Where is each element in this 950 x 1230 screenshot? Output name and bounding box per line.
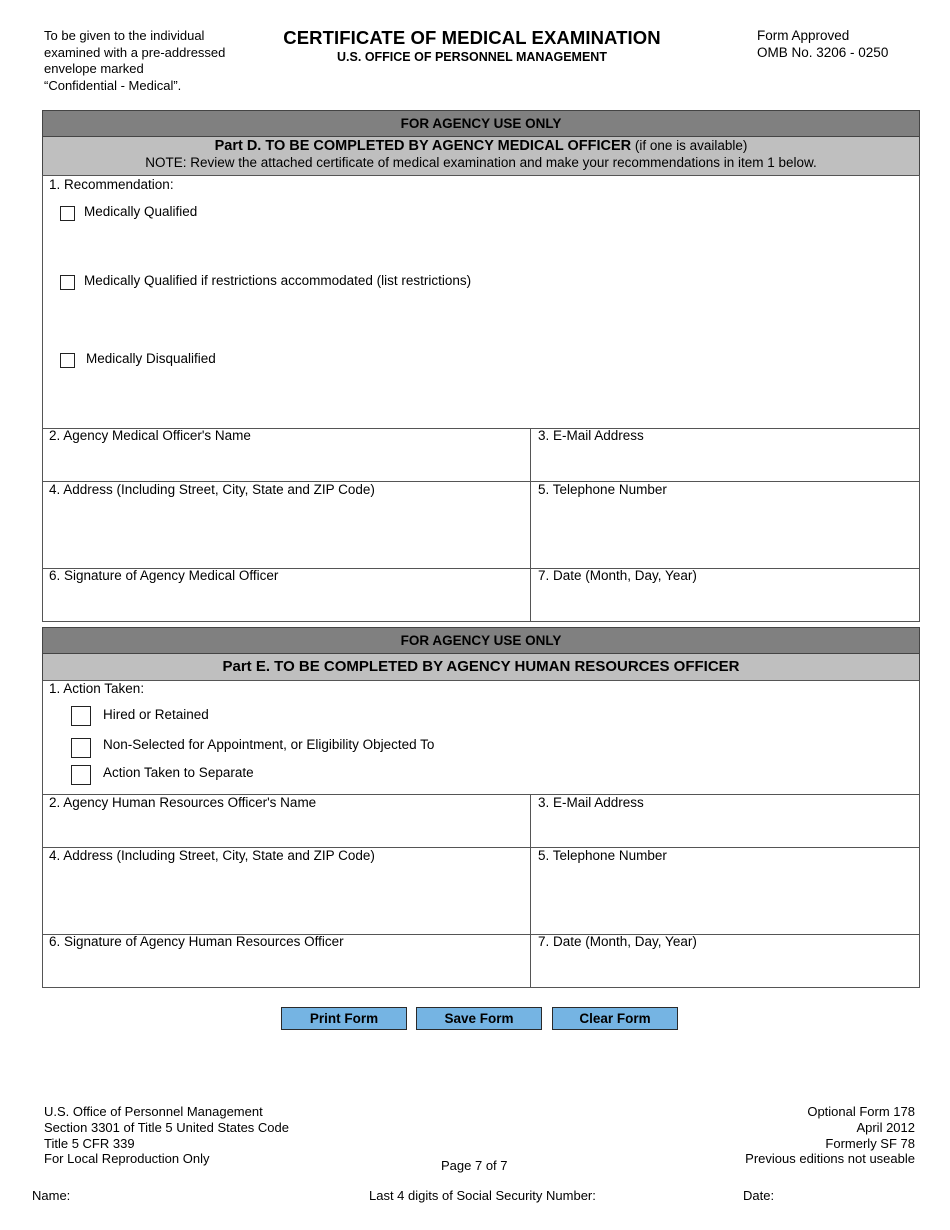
hr-officer-date-field[interactable]: 7. Date (Month, Day, Year) — [538, 934, 697, 949]
hr-officer-address-field[interactable]: 4. Address (Including Street, City, State and ZIP Code) — [49, 848, 375, 863]
medical-officer-signature-field[interactable]: 6. Signature of Agency Medical Officer — [49, 568, 279, 583]
hired-or-retained-checkbox[interactable] — [71, 706, 91, 726]
medical-officer-date-field[interactable]: 7. Date (Month, Day, Year) — [538, 568, 697, 583]
footer-name-label: Name: — [32, 1188, 71, 1203]
non-selected-checkbox[interactable] — [71, 738, 91, 758]
footer-form-info — [745, 1104, 915, 1167]
footer-authority-line: For Local Reproduction Only — [44, 1151, 210, 1167]
footer-authority-line: Title 5 CFR 339 — [44, 1135, 135, 1151]
medically-qualified-checkbox[interactable] — [60, 206, 75, 221]
part-e-title: Part E. TO BE COMPLETED BY AGENCY HUMAN RESOURCES OFFICER — [42, 654, 920, 681]
part-d-title — [43, 138, 919, 154]
footer-form-line: Optional Form 178 — [807, 1104, 915, 1119]
part-d-header — [42, 137, 920, 176]
part-e-agency-band: FOR AGENCY USE ONLY — [42, 627, 920, 654]
part-d-body — [42, 175, 920, 622]
action-to-separate-label: Action Taken to Separate — [103, 765, 254, 780]
recommendation-label: 1. Recommendation: — [49, 177, 174, 192]
footer-ssn-label: Last 4 digits of Social Security Number: — [369, 1188, 596, 1203]
form-title-block — [230, 27, 714, 64]
omb-line: Form Approved — [757, 28, 850, 43]
part-d-agency-band: FOR AGENCY USE ONLY — [42, 110, 920, 137]
footer-form-line: Formerly SF 78 — [825, 1135, 915, 1151]
medically-disqualified-checkbox[interactable] — [60, 353, 75, 368]
medical-officer-address-field[interactable]: 4. Address (Including Street, City, State and ZIP Code) — [49, 482, 375, 497]
hired-or-retained-label: Hired or Retained — [103, 707, 209, 722]
part-d-title-note: (if one is available) — [631, 138, 748, 153]
clear-form-button[interactable]: Clear Form — [552, 1007, 678, 1030]
footer-authority-line: Section 3301 of Title 5 United States Code — [44, 1119, 289, 1135]
action-to-separate-checkbox[interactable] — [71, 765, 91, 785]
medical-officer-phone-field[interactable]: 5. Telephone Number — [538, 482, 667, 497]
medical-officer-name-field[interactable]: 2. Agency Medical Officer's Name — [49, 428, 251, 443]
action-taken-label: 1. Action Taken: — [49, 681, 145, 696]
distribution-note-line: To be given to the individual — [44, 28, 205, 43]
medically-qualified-label: Medically Qualified — [84, 204, 198, 219]
footer-date-label: Date: — [743, 1188, 775, 1203]
footer-form-line: April 2012 — [856, 1119, 915, 1135]
hr-officer-phone-field[interactable]: 5. Telephone Number — [538, 848, 667, 863]
qualified-with-restrictions-checkbox[interactable] — [60, 275, 75, 290]
medical-officer-email-field[interactable]: 3. E-Mail Address — [538, 428, 644, 443]
medically-disqualified-label: Medically Disqualified — [86, 351, 216, 366]
divider — [530, 794, 531, 988]
form-title: CERTIFICATE OF MEDICAL EXAMINATION — [283, 27, 661, 48]
footer-authority — [44, 1104, 289, 1167]
distribution-note-line: examined with a pre-addressed — [44, 44, 226, 60]
non-selected-label: Non-Selected for Appointment, or Eligibility Objected To — [103, 737, 435, 752]
hr-officer-email-field[interactable]: 3. E-Mail Address — [538, 795, 644, 810]
hr-officer-name-field[interactable]: 2. Agency Human Resources Officer's Name — [49, 795, 317, 810]
page-number: Page 7 of 7 — [441, 1158, 508, 1173]
qualified-with-restrictions-label: Medically Qualified if restrictions accommodated (list restrictions) — [84, 273, 472, 288]
form-subtitle: U.S. OFFICE OF PERSONNEL MANAGEMENT — [337, 50, 607, 64]
footer-authority-line: U.S. Office of Personnel Management — [44, 1104, 263, 1119]
footer-form-line: Previous editions not useable — [745, 1151, 915, 1167]
print-form-button[interactable]: Print Form — [281, 1007, 407, 1030]
distribution-note-line: envelope marked — [44, 61, 144, 76]
save-form-button[interactable]: Save Form — [416, 1007, 542, 1030]
divider — [530, 428, 531, 622]
omb-line: OMB No. 3206 - 0250 — [757, 44, 889, 60]
omb-approval — [757, 28, 937, 61]
part-d-title-bold: Part D. TO BE COMPLETED BY AGENCY MEDICAL OFFICER — [214, 138, 632, 154]
distribution-note-line: “Confidential - Medical”. — [44, 77, 182, 93]
part-d-note: NOTE: Review the attached certificate of medical examination and make your recommendations in item 1 below. — [145, 155, 817, 170]
hr-officer-signature-field[interactable]: 6. Signature of Agency Human Resources Officer — [49, 934, 344, 949]
